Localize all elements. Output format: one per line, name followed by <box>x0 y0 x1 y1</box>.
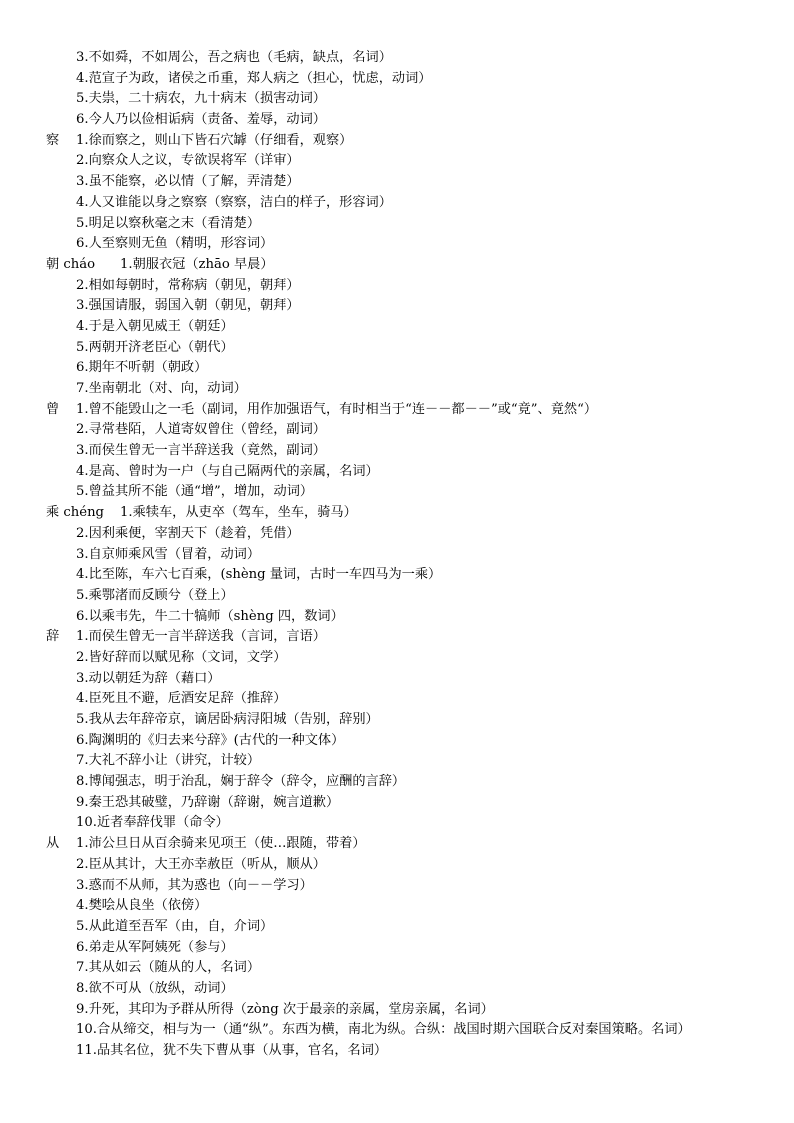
definition-line <box>0 586 794 607</box>
definition-line <box>0 772 794 793</box>
definition-line <box>0 400 794 421</box>
definition-text: 3.动以朝廷为辞（藉口） <box>76 670 221 686</box>
definition-text: 1.而侯生曾无一言半辞送我（言词，言语） <box>76 629 326 645</box>
definition-line <box>0 813 794 834</box>
definition-line <box>0 565 794 586</box>
headword: 朝 cháo <box>46 256 96 272</box>
definition-text: 5.我从去年辞帝京，谪居卧病浔阳城（告别，辞别） <box>76 712 379 727</box>
definition-text: 1.朝服衣冠（zhāo 早晨） <box>120 256 274 272</box>
definition-line <box>0 379 794 400</box>
headword: 从 <box>46 836 60 852</box>
definition-text: 4.人又谁能以身之察察（察察，洁白的样子，形容词） <box>76 194 392 210</box>
definition-text: 9.秦王恐其破璧，乃辞谢（辞谢，婉言道歉） <box>76 794 340 810</box>
definition-line <box>0 958 794 979</box>
definition-line <box>0 834 794 855</box>
definition-text: 8.欲不可从（放纵，动词） <box>76 980 234 996</box>
definition-text: 3.不如舜，不如周公，吾之病也（毛病，缺点，名词） <box>76 50 392 65</box>
definition-line <box>0 1000 794 1021</box>
definition-line <box>0 648 794 669</box>
definition-line <box>0 69 794 90</box>
definition-text: 3.惑而不从师，其为惑也（向－－学习） <box>76 877 313 893</box>
definition-text: 1.曾不能毁山之一毛（副词，用作加强语气，有时相当于“连－－都－－”或“竟”、竟然“） <box>76 401 598 417</box>
definition-line <box>0 545 794 566</box>
definition-text: 4.于是入朝见威王（朝廷） <box>76 318 234 334</box>
definition-line <box>0 938 794 959</box>
definition-text: 10.合从缔交，相与为一（通“纵”。东西为横，南北为纵。合纵：战国时期六国联合反对秦国策略。名词） <box>76 1022 691 1038</box>
definition-text: 9.升死，其印为予群从所得（zòng 次于最亲的亲属，堂房亲属，名词） <box>76 1001 494 1017</box>
definition-text: 5.夫祟，二十病农，九十病末（损害动词） <box>76 91 326 107</box>
definition-line <box>0 317 794 338</box>
definition-text: 1.徐而察之，则山下皆石穴罅（仔细看，观察） <box>76 132 353 148</box>
definition-text: 6.弟走从军阿姨死（参与） <box>76 939 234 955</box>
definition-line <box>0 896 794 917</box>
document-page <box>0 48 794 1062</box>
definition-text: 4.范宣子为政，诸侯之币重，郑人病之（担心，忧虑，动词） <box>76 70 432 86</box>
definition-line <box>0 1041 794 1062</box>
definition-line <box>0 524 794 545</box>
definition-line <box>0 276 794 297</box>
definition-line <box>0 172 794 193</box>
definition-text: 4.比至陈，车六七百乘，(shèng 量词，古时一车四马为一乘） <box>76 567 442 583</box>
definition-line <box>0 876 794 897</box>
definition-line <box>0 607 794 628</box>
definition-line <box>0 338 794 359</box>
definition-line <box>0 793 794 814</box>
definition-text: 6.以乘韦先，牛二十犒师（shèng 四，数词） <box>76 608 344 624</box>
definition-line <box>0 110 794 131</box>
definition-line <box>0 296 794 317</box>
definition-line <box>0 234 794 255</box>
definition-text: 3.而侯生曾无一言半辞送我（竟然，副词） <box>76 443 326 459</box>
definition-text: 4.樊哙从良坐（依傍） <box>76 898 208 914</box>
headword: 乘 chéng <box>46 505 104 521</box>
definition-line <box>0 710 794 731</box>
definition-text: 3.强国请服，弱国入朝（朝见，朝拜） <box>76 298 300 314</box>
definition-line <box>0 1020 794 1041</box>
definition-line <box>0 503 794 524</box>
definition-text: 2.向察众人之议，专欲误将军（详审） <box>76 153 300 169</box>
definition-line <box>0 358 794 379</box>
definition-line <box>0 193 794 214</box>
definition-line <box>0 855 794 876</box>
definition-text: 5.从此道至吾军（由，自，介词） <box>76 918 274 934</box>
definition-line <box>0 214 794 235</box>
definition-line <box>0 627 794 648</box>
definition-text: 7.大礼不辞小让（讲究，计较） <box>76 753 261 769</box>
definition-line <box>0 979 794 1000</box>
definition-text: 6.陶渊明的《归去来兮辞》(古代的一种文体） <box>76 732 345 748</box>
definition-line <box>0 482 794 503</box>
definition-text: 5.乘鄂渚而反顾兮（登上） <box>76 587 234 603</box>
definition-line <box>0 917 794 938</box>
definition-line <box>0 462 794 483</box>
definition-line <box>0 151 794 172</box>
definition-line <box>0 669 794 690</box>
definition-text: 5.曾益其所不能（通“增”，增加，动词） <box>76 484 314 500</box>
definition-text: 2.皆好辞而以赋见称（文词，文学） <box>76 649 287 665</box>
definition-line <box>0 420 794 441</box>
definition-text: 6.期年不听朝（朝政） <box>76 360 208 376</box>
definition-line <box>0 441 794 462</box>
definition-text: 8.博闻强志，明于治乱，娴于辞令（辞令，应酬的言辞） <box>76 774 406 790</box>
definition-text: 7.其从如云（随从的人，名词） <box>76 960 261 976</box>
definition-text: 11.品其名位，犹不失下曹从事（从事，官名，名词） <box>76 1043 388 1058</box>
definition-text: 2.因利乘便，宰割天下（趁着，凭借） <box>76 525 300 541</box>
definition-line <box>0 48 794 69</box>
definition-line <box>0 131 794 152</box>
headword: 曾 <box>46 401 60 417</box>
definition-text: 6.今人乃以俭相诟病（责备、羞辱，动词） <box>76 112 326 128</box>
definition-text: 7.坐南朝北（对、向，动词） <box>76 381 247 396</box>
definition-text: 5.两朝开济老臣心（朝代） <box>76 339 234 355</box>
definition-line <box>0 89 794 110</box>
definition-line <box>0 751 794 772</box>
definition-text: 1.乘犊车，从吏卒（驾车，坐车，骑马） <box>120 505 357 521</box>
definition-text: 10.近者奉辞伐罪（命令） <box>76 815 229 831</box>
definition-text: 5.明足以察秋毫之末（看清楚） <box>76 215 261 231</box>
headword: 辞 <box>46 629 60 645</box>
definition-line <box>0 689 794 710</box>
definition-text: 2.寻常巷陌，人道寄奴曾住（曾经，副词） <box>76 422 326 438</box>
headword: 察 <box>46 132 60 148</box>
definition-text: 6.人至察则无鱼（精明，形容词） <box>76 236 274 252</box>
definition-text: 3.自京师乘风雪（冒着，动词） <box>76 546 261 562</box>
definition-text: 2.相如每朝时，常称病（朝见，朝拜） <box>76 277 300 293</box>
definition-text: 2.臣从其计，大王亦幸赦臣（听从，顺从） <box>76 856 326 872</box>
definition-text: 1.沛公旦日从百余骑来见项王（使…跟随，带着） <box>76 836 366 852</box>
definition-text: 3.虽不能察，必以情（了解，弄清楚） <box>76 174 300 190</box>
definition-text: 4.臣死且不避，卮酒安足辞（推辞） <box>76 691 287 707</box>
definition-line <box>0 255 794 276</box>
definition-line <box>0 731 794 752</box>
definition-text: 4.是高、曾时为一户（与自己隔两代的亲属，名词） <box>76 463 379 479</box>
